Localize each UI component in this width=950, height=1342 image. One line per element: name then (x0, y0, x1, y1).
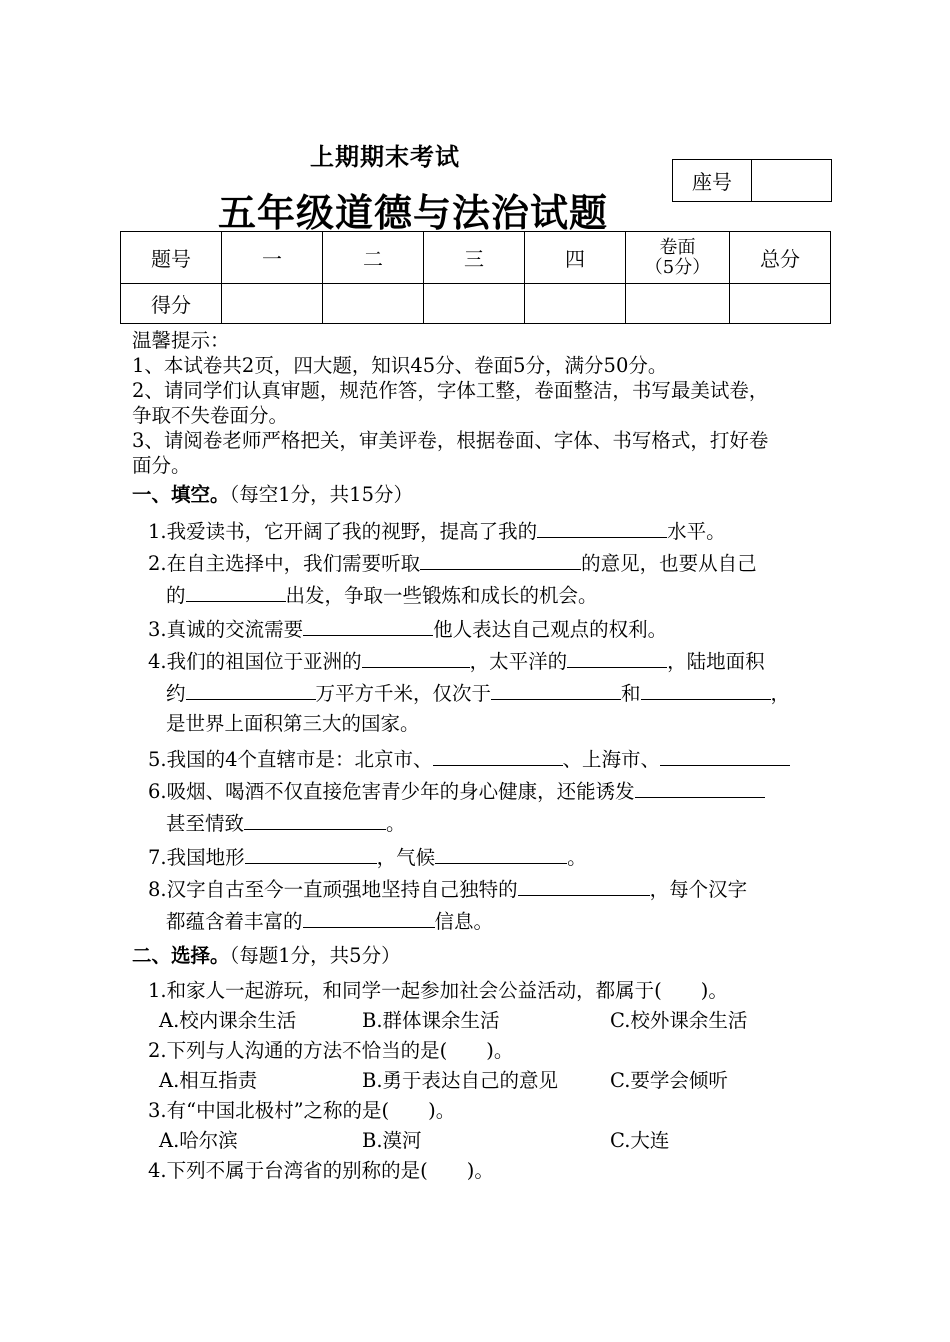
answer-blank[interactable] (518, 875, 650, 896)
q8-text: 8.汉字自古至今一直顽强地坚持自己独特的 (148, 878, 518, 901)
score-cell[interactable] (626, 284, 730, 324)
q5-text-mid: 、上海市、 (562, 748, 661, 771)
fill-q6-line-1 (148, 777, 765, 805)
q2-text-end: 出发，争取一些锻炼和成长的机会。 (285, 584, 598, 607)
seat-input[interactable] (752, 160, 832, 202)
q2-text-mid: 的意见，也要从自己 (581, 552, 757, 575)
score-header-3: 三 (424, 232, 525, 284)
q5-text: 5.我国的4个直辖市是：北京市、 (148, 748, 433, 771)
fill-q4-line-1 (148, 647, 765, 675)
score-table (120, 231, 831, 324)
neatness-points: （5分） (644, 256, 711, 278)
q1-text: 1.我爱读书，它开阔了我的视野，提高了我的 (148, 520, 538, 543)
section-1-title: 一、填空。 (132, 483, 230, 506)
choice-q2: 2.下列与人沟通的方法不恰当的是( )。 (148, 1039, 514, 1062)
score-row-label: 得分 (121, 284, 222, 324)
tip-1: 1、本试卷共2页，四大题，知识45分、卷面5分，满分50分。 (132, 354, 668, 377)
q1-text-end: 水平。 (667, 520, 726, 543)
q7-text-mid: ，气候 (376, 846, 436, 869)
score-cell[interactable] (730, 284, 831, 324)
fill-q4-line-2 (166, 679, 790, 707)
fill-q2-line-1 (148, 549, 757, 577)
section-2-title: 二、选择。 (132, 944, 230, 967)
score-cell[interactable] (525, 284, 626, 324)
q4-text-g: ， (770, 682, 791, 705)
fill-q3 (148, 615, 667, 643)
fill-q8-line-1 (148, 875, 747, 903)
exam-title: 五年级道德与法治试题 (218, 191, 609, 235)
q8-text-c: 都蕴含着丰富的 (166, 910, 303, 933)
score-cell[interactable] (424, 284, 525, 324)
answer-blank[interactable] (245, 843, 377, 864)
score-header-label: 题号 (121, 232, 222, 284)
score-cell[interactable] (222, 284, 323, 324)
score-header-2: 二 (323, 232, 424, 284)
seat-label: 座号 (673, 160, 752, 202)
section-1-note: （每空1分，共15分） (229, 483, 413, 506)
tip-3-line-1: 3、请阅卷老师严格把关，审美评卷，根据卷面、字体、书写格式，打好卷 (132, 429, 769, 452)
answer-blank[interactable] (660, 745, 790, 766)
q4-text-c: ，陆地面积 (667, 650, 765, 673)
q4-text-b: ，太平洋的 (469, 650, 568, 673)
tips-heading: 温馨提示： (132, 329, 230, 352)
choice-q3-option-b[interactable]: B.漠河 (362, 1129, 422, 1152)
choice-q3-option-a[interactable]: A.哈尔滨 (159, 1129, 238, 1152)
tip-3-line-2: 面分。 (132, 454, 191, 477)
neatness-label: 卷面 (659, 236, 696, 258)
q4-text-d: 约 (166, 682, 186, 705)
answer-blank[interactable] (537, 517, 667, 538)
choice-q1: 1.和家人一起游玩，和同学一起参加社会公益活动，都属于( )。 (148, 979, 728, 1002)
choice-q2-option-c[interactable]: C.要学会倾听 (610, 1069, 728, 1092)
score-header-total: 总分 (730, 232, 831, 284)
choice-q1-option-c[interactable]: C.校外课余生活 (610, 1009, 748, 1032)
answer-blank[interactable] (491, 679, 621, 700)
choice-q3: 3.有“中国北极村”之称的是( )。 (148, 1099, 456, 1122)
section-1-heading (132, 482, 413, 508)
q6-text-b: 甚至情致 (166, 812, 245, 835)
tip-2-line-1: 2、请同学们认真审题，规范作答，字体工整，卷面整洁，书写最美试卷， (132, 379, 769, 402)
q2-text: 2.在自主选择中，我们需要听取 (148, 552, 421, 575)
fill-q8-line-2 (166, 907, 493, 935)
section-2-heading (132, 943, 401, 969)
answer-blank[interactable] (303, 907, 435, 928)
fill-q1 (148, 517, 726, 545)
fill-q4-line-3: 是世界上面积第三大的国家。 (166, 712, 420, 735)
score-header-4: 四 (525, 232, 626, 284)
q2-text-2: 的 (166, 584, 186, 607)
fill-q2-line-2 (166, 581, 598, 609)
answer-blank[interactable] (433, 745, 563, 766)
answer-blank[interactable] (635, 777, 765, 798)
q8-text-end: 信息。 (434, 910, 494, 933)
q4-text: 4.我们的祖国位于亚洲的 (148, 650, 362, 673)
choice-q1-option-b[interactable]: B.群体课余生活 (362, 1009, 500, 1032)
fill-q5 (148, 745, 790, 773)
q3-text-end: 他人表达自己观点的权利。 (433, 618, 668, 641)
section-2-note: （每题1分，共5分） (229, 944, 401, 967)
q4-text-e: 万平方千米，仅次于 (315, 682, 492, 705)
choice-q4: 4.下列不属于台湾省的别称的是( )。 (148, 1159, 494, 1182)
answer-blank[interactable] (303, 615, 433, 636)
fill-q7 (148, 843, 587, 871)
q4-text-f: 和 (621, 682, 641, 705)
q6-text-end: 。 (386, 812, 406, 835)
exam-subtitle: 上期期末考试 (310, 143, 460, 171)
tip-2-line-2: 争取不失卷面分。 (132, 404, 289, 427)
answer-blank[interactable] (435, 843, 567, 864)
answer-blank[interactable] (420, 549, 581, 570)
answer-blank[interactable] (186, 581, 286, 602)
score-cell[interactable] (323, 284, 424, 324)
answer-blank[interactable] (362, 647, 470, 668)
answer-blank[interactable] (244, 809, 386, 830)
q8-text-mid: ，每个汉字 (649, 878, 748, 901)
seat-number-box (672, 159, 832, 202)
q7-text-end: 。 (567, 846, 587, 869)
fill-q6-line-2 (166, 809, 406, 837)
choice-q3-option-c[interactable]: C.大连 (610, 1129, 670, 1152)
q3-text: 3.真诚的交流需要 (148, 618, 304, 641)
answer-blank[interactable] (641, 679, 771, 700)
choice-q1-option-a[interactable]: A.校内课余生活 (159, 1009, 297, 1032)
answer-blank[interactable] (186, 679, 316, 700)
choice-q2-option-a[interactable]: A.相互指责 (159, 1069, 258, 1092)
answer-blank[interactable] (567, 647, 667, 668)
choice-q2-option-b[interactable]: B.勇于表达自己的意见 (362, 1069, 559, 1092)
q7-text: 7.我国地形 (148, 846, 245, 869)
score-header-neatness (626, 232, 730, 284)
score-header-1: 一 (222, 232, 323, 284)
q6-text: 6.吸烟、喝酒不仅直接危害青少年的身心健康，还能诱发 (148, 780, 635, 803)
